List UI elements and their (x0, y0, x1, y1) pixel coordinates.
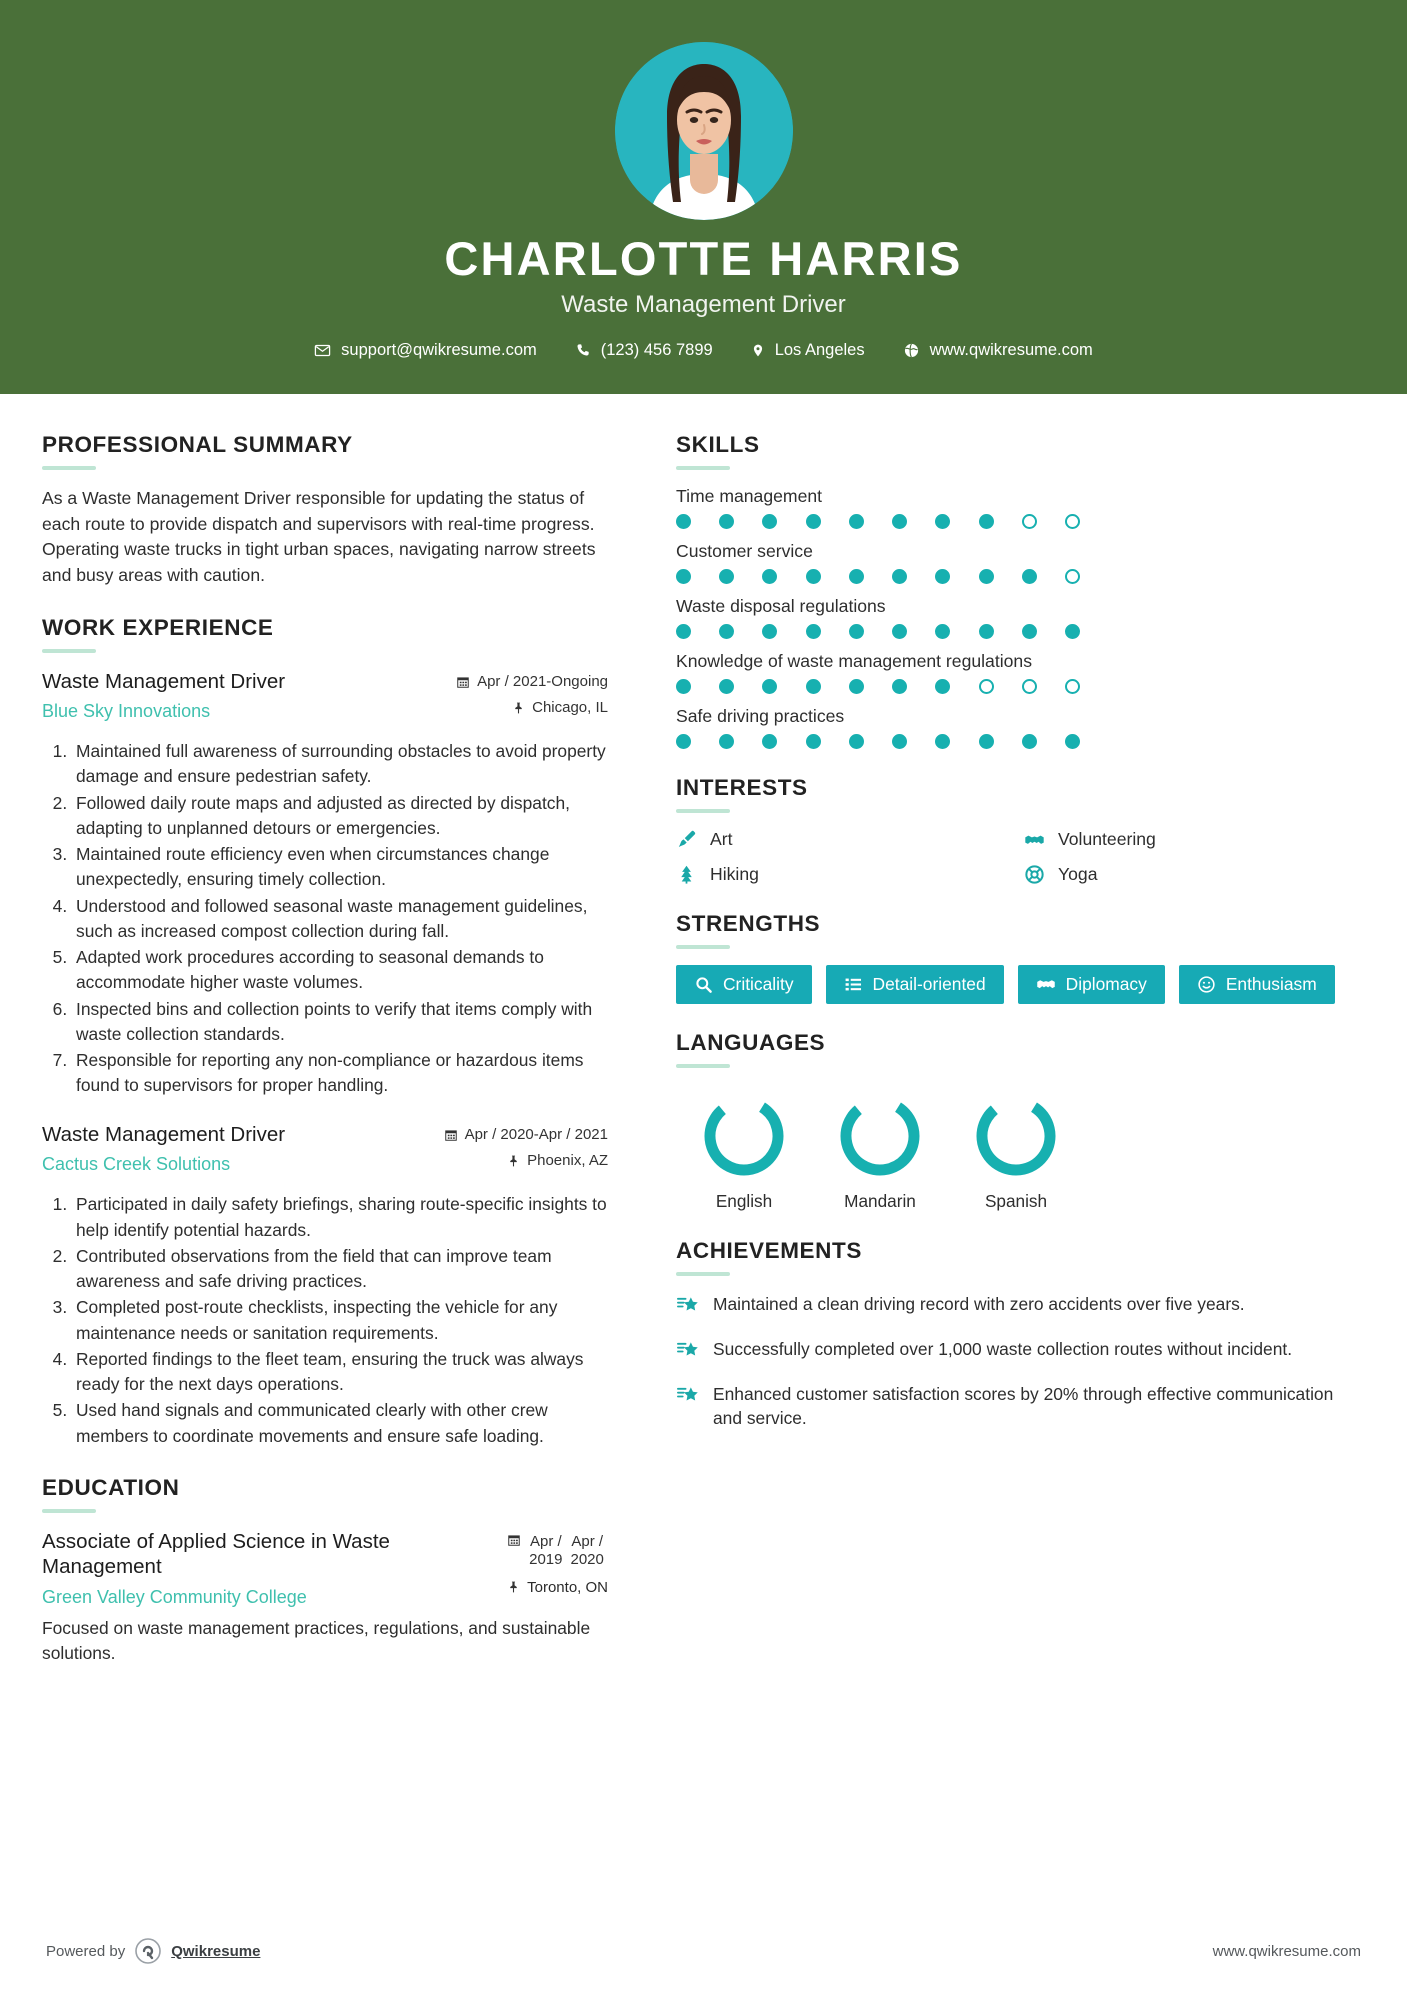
skill-rating-dot (806, 569, 821, 584)
skill-rating-dot (719, 734, 734, 749)
contact-email[interactable] (295, 341, 556, 360)
skill-rating-dot (935, 734, 950, 749)
job-header-left (42, 1122, 285, 1175)
job-company[interactable]: Blue Sky Innovations (42, 700, 211, 721)
skill-rating-dot (935, 679, 950, 694)
strength-chip[interactable] (676, 965, 812, 1004)
skills-container (676, 486, 1362, 749)
section-rule (676, 1272, 730, 1276)
skill-rating-dot (1065, 624, 1080, 639)
job-bullet: 3. Completed post-route checklists, inspecting the vehicle for any maintenance needs or sanitation requirements. (72, 1295, 608, 1345)
skill-rating-dot (676, 514, 691, 529)
interests-container (676, 829, 1362, 885)
education-dates-line (507, 1529, 608, 1569)
skill-rating-dot (806, 734, 821, 749)
section-rule (42, 649, 96, 653)
contact-row (0, 341, 1407, 360)
skill-rating-dot (762, 734, 777, 749)
job-location-line (444, 1152, 608, 1169)
interest-label: Art (710, 828, 733, 849)
summary-text: As a Waste Management Driver responsible for updating the status of each route to provide dispatch and supervisors with real-time progress. Operating waste trucks in tight urban spaces, navigating narrow streets and busy areas with caution. (42, 487, 596, 586)
interest-item (1024, 829, 1362, 850)
language-progress-ring (834, 1090, 926, 1182)
section-professional-summary (42, 432, 608, 589)
job-bullet: 7. Responsible for reporting any non-compliance or hazardous items found to supervisors for proper handling. (72, 1048, 608, 1098)
job-bullet: 1. Participated in daily safety briefings, sharing route-specific insights to help identify potential hazards. (72, 1192, 608, 1242)
section-achievements (676, 1238, 1362, 1431)
award-star-icon (676, 1382, 699, 1413)
qwikresume-logo-icon (135, 1938, 161, 1964)
skill-item (676, 706, 1362, 749)
education-date-end-month: Apr / (571, 1532, 604, 1550)
calendar-icon (507, 1533, 521, 1547)
interest-item (676, 829, 1014, 850)
education-container (42, 1529, 608, 1667)
job-bullet: 6. Inspected bins and collection points to verify that items comply with waste collection standards. (72, 997, 608, 1047)
avatar-photo (615, 42, 793, 220)
contact-email-value: support@qwikresume.com (341, 340, 537, 359)
skill-rating-dot (1022, 514, 1037, 529)
calendar-icon (444, 1128, 458, 1142)
job-dates: Apr / 2021-Ongoing (477, 673, 608, 691)
header-job-title: Waste Management Driver (561, 290, 846, 318)
skill-rating-dot (935, 624, 950, 639)
skill-rating-dot (762, 569, 777, 584)
language-item (676, 1090, 812, 1212)
job-location: Phoenix, AZ (527, 1152, 608, 1170)
skill-rating-dot (935, 569, 950, 584)
job-entry (42, 669, 608, 1098)
language-item (812, 1090, 948, 1212)
handshake-icon (1024, 829, 1045, 850)
job-entry (42, 1122, 608, 1448)
education-entry (42, 1529, 608, 1667)
section-work-experience (42, 615, 608, 1449)
section-skills (676, 432, 1362, 749)
education-location-line (507, 1579, 608, 1596)
skill-rating-dot (676, 624, 691, 639)
education-description: Focused on waste management practices, regulations, and sustainable solutions. (42, 1618, 591, 1664)
handshake-icon (1036, 974, 1056, 994)
skill-name: Time management (676, 485, 823, 506)
job-bullet: 5. Used hand signals and communicated clearly with other crew members to coordinate movements and ensure safe loading. (72, 1398, 608, 1448)
resume-footer (0, 1916, 1407, 1990)
education-degree: Associate of Applied Science in Waste Management (42, 1529, 390, 1579)
education-date-start (529, 1533, 562, 1569)
calendar-icon (456, 675, 470, 689)
skill-rating-dot (762, 679, 777, 694)
language-label: English (715, 1190, 773, 1211)
skill-rating (676, 734, 1080, 749)
strength-label: Diplomacy (1065, 973, 1147, 994)
contact-location-value: Los Angeles (774, 340, 865, 359)
education-date-start-year: 2019 (529, 1550, 563, 1568)
skill-rating-dot (892, 679, 907, 694)
skill-rating-dot (676, 569, 691, 584)
map-pin-icon (512, 701, 525, 715)
contact-phone[interactable] (556, 341, 732, 360)
language-label: Mandarin (844, 1190, 916, 1211)
job-meta (444, 1122, 608, 1178)
skill-rating (676, 679, 1080, 694)
education-location: Toronto, ON (527, 1578, 608, 1596)
strength-label: Criticality (723, 973, 794, 994)
skills-heading: SKILLS (676, 431, 760, 457)
email-icon (314, 342, 331, 359)
strength-chip[interactable] (826, 965, 1004, 1004)
achievement-item (676, 1292, 1362, 1323)
section-rule (42, 1509, 96, 1513)
skill-rating-dot (1065, 514, 1080, 529)
skill-name: Customer service (676, 540, 813, 561)
paintbrush-icon (676, 829, 697, 850)
job-bullet: 1. Maintained full awareness of surrounding obstacles to avoid property damage and ensure pedestrian safety. (72, 739, 608, 789)
skill-rating-dot (719, 514, 734, 529)
skill-item (676, 541, 1362, 584)
magnifier-icon (694, 975, 713, 994)
job-dates-line (456, 673, 608, 690)
qwikresume-brand-link[interactable]: Qwikresume (171, 1942, 261, 1960)
achievement-text: Successfully completed over 1,000 waste collection routes without incident. (713, 1338, 1293, 1359)
award-star-icon (676, 1337, 699, 1368)
powered-by (46, 1938, 260, 1964)
section-rule (676, 466, 730, 470)
resume-header (0, 0, 1407, 394)
languages-container (676, 1084, 1362, 1212)
achievements-container (676, 1292, 1362, 1431)
section-education (42, 1475, 608, 1667)
phone-icon (575, 342, 591, 358)
job-role: Waste Management Driver (42, 670, 286, 694)
job-dates-line (444, 1126, 608, 1143)
job-bullets (42, 1192, 608, 1448)
skill-rating-dot (719, 624, 734, 639)
skill-rating-dot (979, 679, 994, 694)
interest-label: Hiking (710, 863, 759, 884)
right-column (642, 432, 1362, 1916)
skill-rating-dot (935, 514, 950, 529)
avatar (615, 42, 793, 220)
contact-website[interactable] (884, 341, 1112, 360)
job-location-line (456, 699, 608, 716)
skill-rating-dot (1022, 679, 1037, 694)
interest-label: Yoga (1058, 863, 1098, 884)
job-role: Waste Management Driver (42, 1123, 286, 1147)
skill-rating (676, 624, 1080, 639)
contact-location[interactable] (732, 341, 884, 360)
contact-phone-value: (123) 456 7899 (600, 340, 713, 359)
skill-rating-dot (979, 514, 994, 529)
language-label: Spanish (984, 1190, 1048, 1211)
skill-rating-dot (1022, 569, 1037, 584)
job-header (42, 1122, 608, 1178)
skill-rating (676, 514, 1080, 529)
skill-name: Safe driving practices (676, 705, 845, 726)
education-header-left (42, 1529, 442, 1608)
skill-item (676, 651, 1362, 694)
skill-rating-dot (719, 679, 734, 694)
education-heading: EDUCATION (42, 1474, 180, 1500)
skill-rating-dot (892, 514, 907, 529)
skill-rating-dot (979, 734, 994, 749)
map-pin-icon (507, 1154, 520, 1168)
footer-website[interactable]: www.qwikresume.com (1212, 1942, 1361, 1960)
section-rule (676, 1064, 730, 1068)
education-meta (507, 1529, 608, 1605)
section-strengths (676, 911, 1362, 1004)
skill-rating-dot (892, 624, 907, 639)
job-bullet: 2. Contributed observations from the field that can improve team awareness and safe driving practices. (72, 1244, 608, 1294)
award-star-icon (676, 1292, 699, 1323)
contact-website-value: www.qwikresume.com (929, 340, 1093, 359)
skill-rating-dot (979, 569, 994, 584)
strength-chip[interactable] (1018, 965, 1165, 1004)
skill-rating-dot (1065, 734, 1080, 749)
interest-label: Volunteering (1058, 828, 1156, 849)
tree-icon (676, 864, 697, 885)
skill-name: Knowledge of waste management regulations (676, 650, 1033, 671)
job-location: Chicago, IL (532, 699, 608, 717)
skill-rating-dot (806, 679, 821, 694)
skill-rating-dot (719, 569, 734, 584)
language-progress-ring (698, 1090, 790, 1182)
strength-label: Enthusiasm (1225, 973, 1317, 994)
section-rule (676, 945, 730, 949)
left-column (42, 432, 642, 1916)
skill-rating-dot (1022, 624, 1037, 639)
education-date-start-month: Apr / (529, 1532, 562, 1550)
skill-rating (676, 569, 1080, 584)
skill-rating-dot (1065, 679, 1080, 694)
skill-rating-dot (892, 734, 907, 749)
interest-item (676, 864, 1014, 885)
skill-rating-dot (849, 679, 864, 694)
achievement-item (676, 1337, 1362, 1368)
language-progress-ring (970, 1090, 1062, 1182)
section-languages (676, 1030, 1362, 1212)
job-bullet: 4. Reported findings to the fleet team, ensuring the truck was always ready for the next days operations. (72, 1347, 608, 1397)
section-rule (676, 809, 730, 813)
strength-label: Detail-oriented (872, 973, 986, 994)
resume-body (0, 394, 1407, 1916)
skill-item (676, 596, 1362, 639)
list-icon (844, 975, 863, 994)
skill-rating-dot (1022, 734, 1037, 749)
job-bullet: 2. Followed daily route maps and adjusted as directed by dispatch, adapting to unplanned detours or emergencies. (72, 791, 608, 841)
interests-heading: INTERESTS (676, 774, 808, 800)
skill-rating-dot (806, 624, 821, 639)
powered-by-label: Powered by (46, 1942, 126, 1960)
skill-rating-dot (676, 734, 691, 749)
achievements-heading: ACHIEVEMENTS (676, 1237, 862, 1263)
achievement-text: Enhanced customer satisfaction scores by 20% through effective communication and service. (713, 1383, 1334, 1429)
section-interests (676, 775, 1362, 885)
jobs-container (42, 669, 608, 1449)
skill-rating-dot (762, 624, 777, 639)
globe-icon (903, 342, 920, 359)
skill-rating-dot (849, 514, 864, 529)
strength-chip[interactable] (1179, 965, 1335, 1004)
education-date-end (571, 1533, 604, 1569)
education-school[interactable]: Green Valley Community College (42, 1587, 307, 1608)
section-rule (42, 466, 96, 470)
education-date-end-year: 2020 (570, 1550, 604, 1568)
summary-heading: PROFESSIONAL SUMMARY (42, 431, 353, 457)
skill-rating-dot (1065, 569, 1080, 584)
skill-rating-dot (806, 514, 821, 529)
map-pin-icon (507, 1580, 520, 1594)
strengths-heading: STRENGTHS (676, 910, 821, 936)
skill-rating-dot (762, 514, 777, 529)
language-item (948, 1090, 1084, 1212)
smiley-icon (1197, 975, 1216, 994)
strengths-container (676, 965, 1362, 1004)
lifebuoy-icon (1024, 864, 1045, 885)
job-company[interactable]: Cactus Creek Solutions (42, 1154, 231, 1175)
job-bullet: 4. Understood and followed seasonal waste management guidelines, such as increased compost collection during fall. (72, 894, 608, 944)
job-bullets (42, 739, 608, 1098)
job-meta (456, 669, 608, 725)
achievement-text: Maintained a clean driving record with zero accidents over five years. (713, 1293, 1245, 1314)
education-header (42, 1529, 608, 1608)
page-title: CHARLOTTE HARRIS (444, 232, 963, 285)
interest-item (1024, 864, 1362, 885)
skill-item (676, 486, 1362, 529)
job-header (42, 669, 608, 725)
experience-heading: WORK EXPERIENCE (42, 615, 274, 641)
skill-rating-dot (979, 624, 994, 639)
skill-rating-dot (849, 569, 864, 584)
skill-name: Waste disposal regulations (676, 595, 886, 616)
job-bullet: 5. Adapted work procedures according to seasonal demands to accommodate higher waste volumes. (72, 945, 608, 995)
job-dates: Apr / 2020-Apr / 2021 (464, 1126, 608, 1144)
job-header-left (42, 669, 285, 722)
skill-rating-dot (849, 624, 864, 639)
job-bullet: 3. Maintained route efficiency even when circumstances change unexpectedly, ensuring timely collection. (72, 842, 608, 892)
location-pin-icon (751, 342, 765, 359)
achievement-item (676, 1382, 1362, 1431)
skill-rating-dot (676, 679, 691, 694)
languages-heading: LANGUAGES (676, 1029, 826, 1055)
skill-rating-dot (892, 569, 907, 584)
skill-rating-dot (849, 734, 864, 749)
